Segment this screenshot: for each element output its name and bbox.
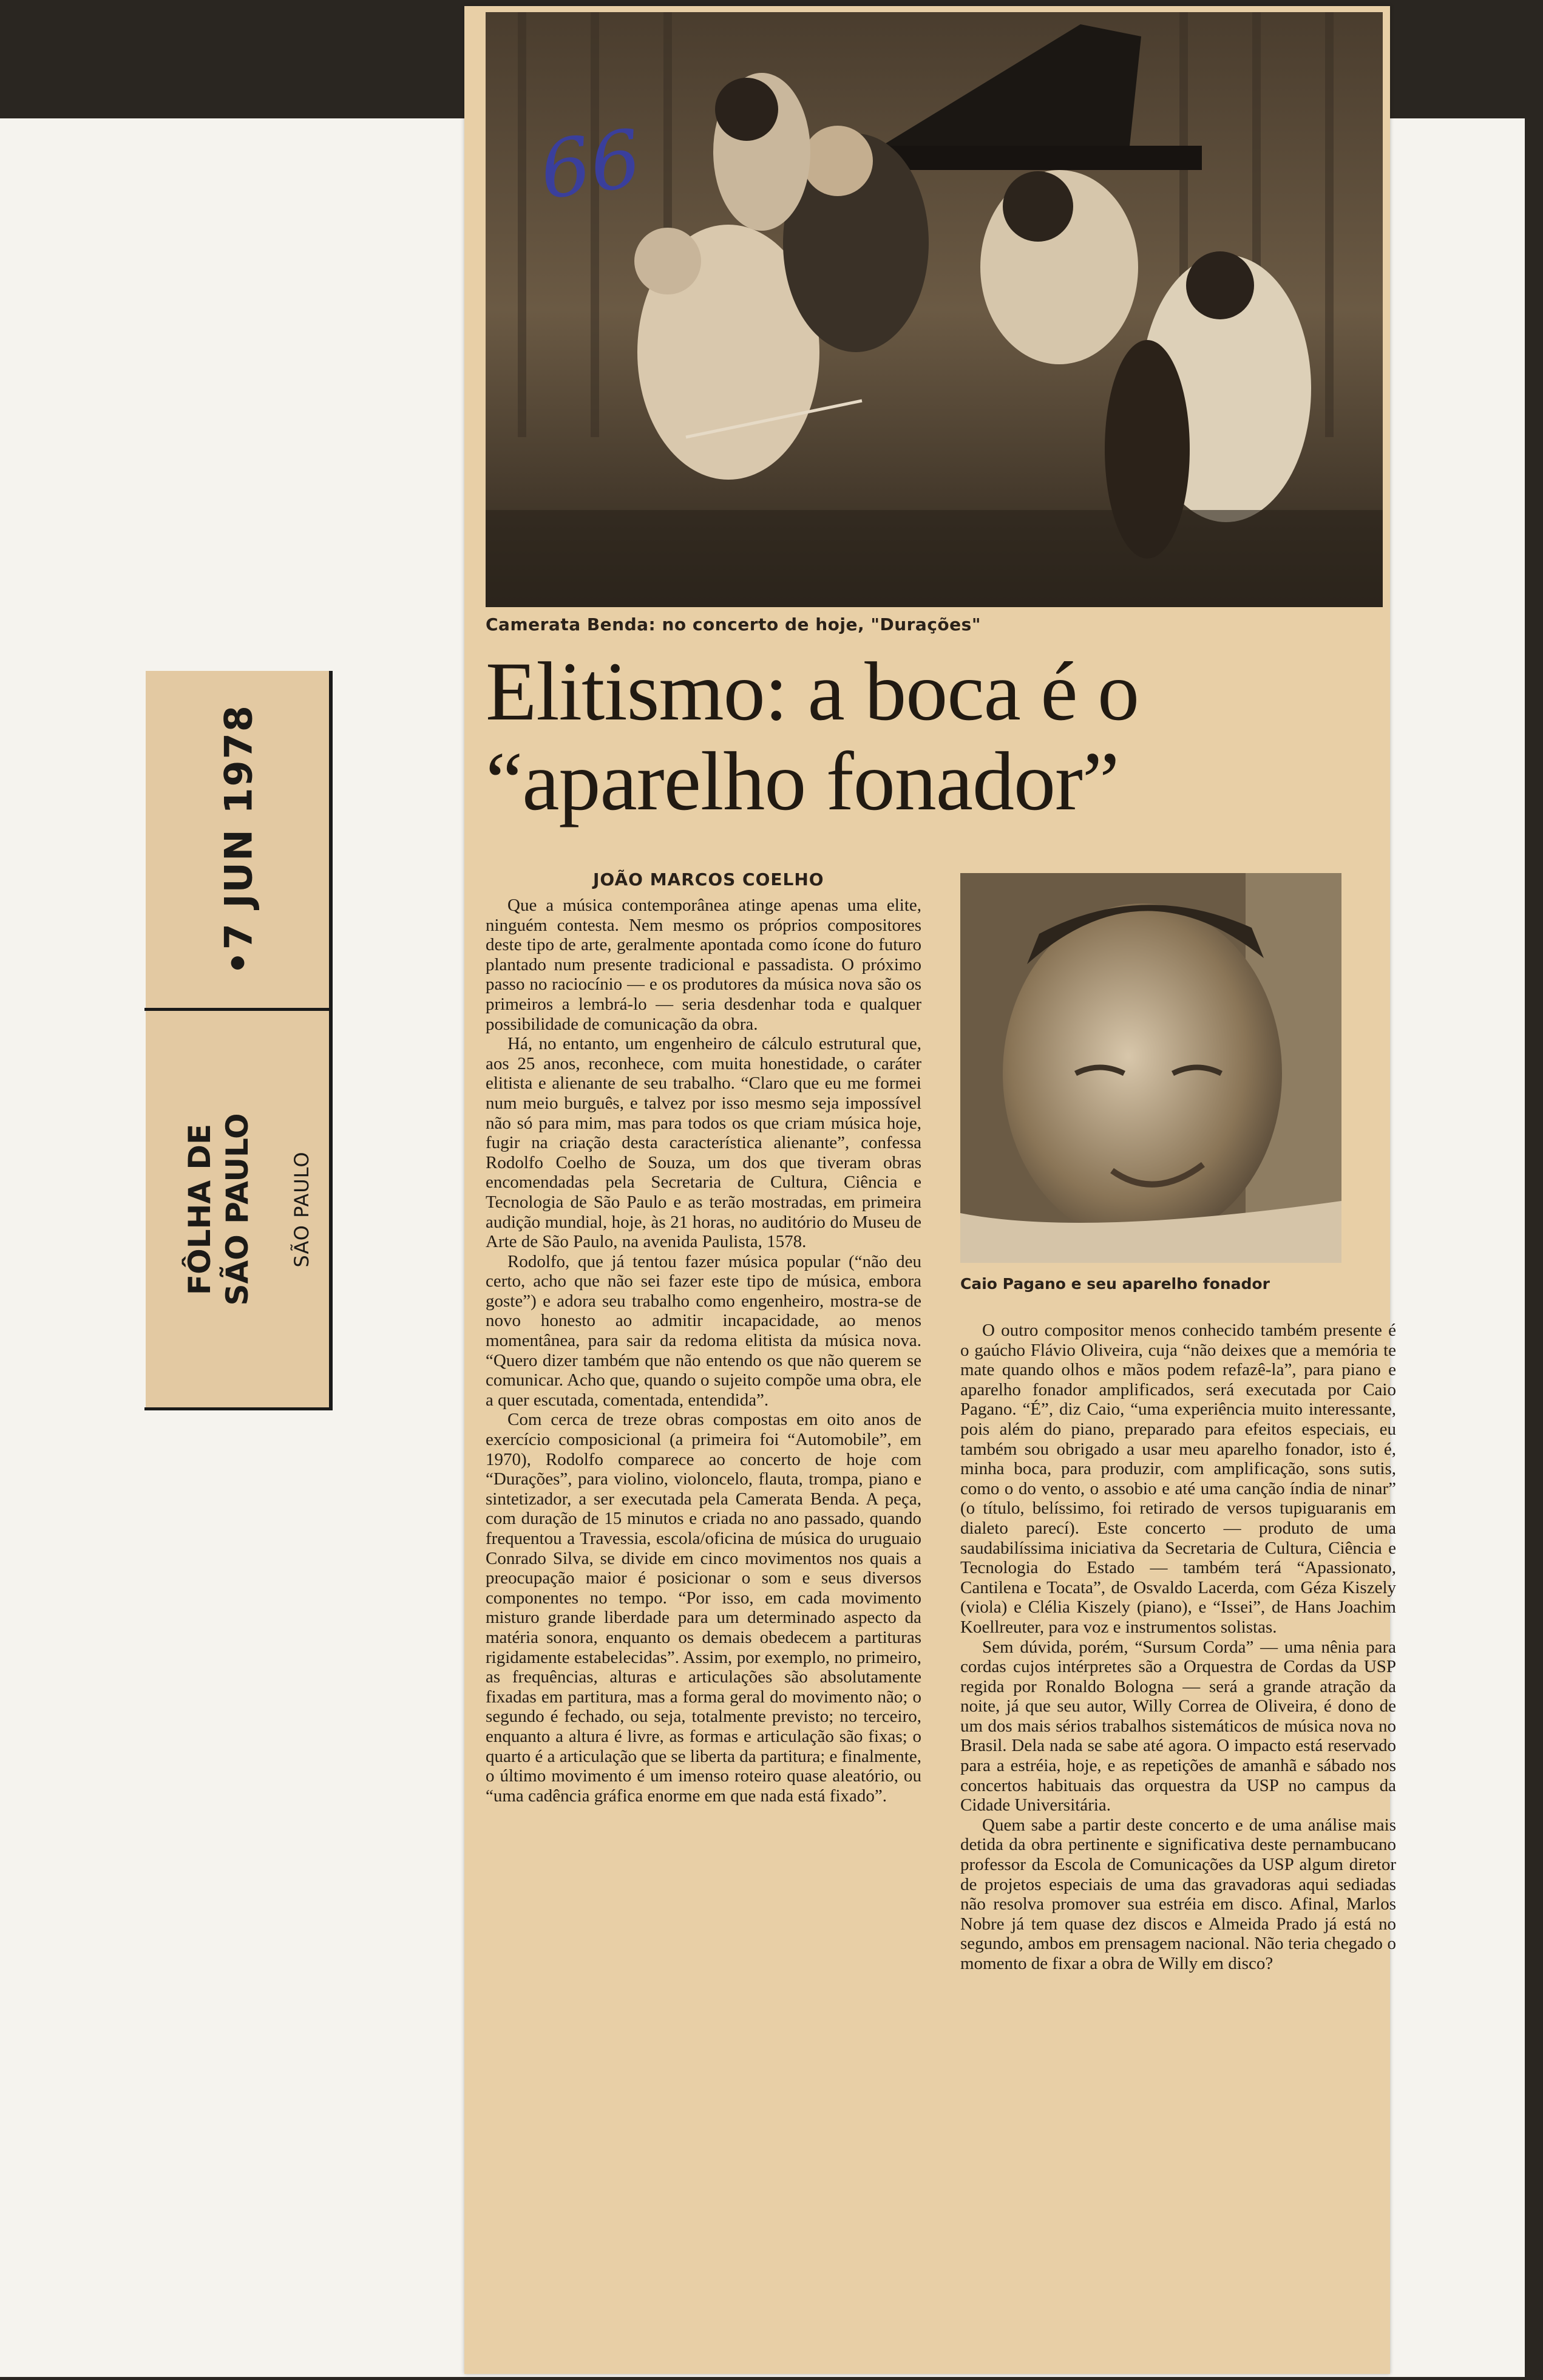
article-paragraph: Com cerca de treze obras compostas em oito anos de exercício composicional (a primeira foi “Automobile”, em 1970), Rodolfo comparece ao concerto de hoje com “Durações”, para violino, violoncelo, flauta, trompa, piano e sintetizador, a ser executada pela Camerata Benda. A peça, com duração de 15 minutos e criada no ano passado, quando frequentou a Travessia, escola/oficina de música do uruguaio Conrado Silva, se divide em cinco movimentos nos quais a preocupação maior é posicionar o som e seus diversos componentes no tempo. “Por isso, em cada movimento misturo grande liberdade para um determinado aspecto da matéria sonora, enquanto os demais obedecem a partituras rigidamente estabelecidas”. Assim, por exemplo, no primeiro, as frequências, alturas e articulações são absolutamente fixadas em partitura, mas a forma geral do movimento não; o segundo é fechado, ou seja, totalmente previsto; no terceiro, enquanto a altura é livre, as formas e articulação são fixas; o quarto é a articulação que se liberta da partitura; e finalmente, o último movimento é um imenso roteiro quase aleatório, ou “uma cadência gráfica enorme em que nada está fixado”. (486, 1410, 921, 1806)
headline-line-1: Elitismo: a boca é o (486, 645, 1139, 738)
article-paragraph: Sem dúvida, porém, “Sursum Corda” — uma nênia para cordas cujos intérpretes são a Orquestra de Cordas da USP regida por Ronaldo Bologna — será a grande atração da noite, já que seu autor, Willy Correa de Oliveira, é dono de um dos mais sérios trabalhos sistemáticos de música nova no Brasil. Dela nada se sabe até agora. O impacto está reservado para a estréia, hoje, e as repetições de amanhã e sábado nos concertos habituais das orquestra da USP no campus da Cidade Universitária. (960, 1637, 1396, 1815)
article-paragraph: Quem sabe a partir deste concerto e de uma análise mais detida da obra pertinente e significativa deste pernambucano professor da Escola de Comunicações da USP algum diretor de projetos especiais de uma das gravadoras aqui sediadas não resolva promover sua estréia em disco. Afinal, Marlos Nobre já tem quase dez discos e Almeida Prado já está no segundo, ambos em prensagem nacional. Não teria chegado o momento de fixar a obra de Willy em disco? (960, 1815, 1396, 1973)
portrait-photo-caption: Caio Pagano e seu aparelho fonador (960, 1275, 1270, 1293)
stamp-city: SÃO PAULO (290, 1151, 313, 1268)
article-paragraph: Há, no entanto, um engenheiro de cálculo estrutural que, aos 25 anos, reconhece, com muita honestidade, o caráter elitista e alienante de seu trabalho. “Claro que eu me formei num meio burguês, e talvez por isso mesmo seja impossível não só para mim, mas para todos os que criam música hoje, fugir na criação desta característica alienante”, confessa Rodolfo Coelho de Souza, um dos que tiveram obras encomendadas pela Secretaria de Cultura, Ciência e Tecnologia de São Paulo e as terão mostradas, em primeira audição mundial, hoje, às 21 horas, no auditório do Museu de Arte de São Paulo, na avenida Paulista, 1578. (486, 1034, 921, 1252)
ensemble-photo-image (486, 12, 1383, 607)
stamp-newspaper-line1: FÔLHA DE (182, 1123, 217, 1296)
article-headline (486, 647, 1384, 826)
stamp-newspaper-name (181, 1113, 256, 1305)
stamp-date: •7 JUN 1978 (216, 704, 261, 975)
headline-line-2: “aparelho fonador” (486, 735, 1119, 828)
handwritten-annotation: 66 (534, 112, 647, 217)
article-right-column (960, 1321, 1396, 1974)
article-paragraph: Que a música contemporânea atinge apenas uma elite, ninguém contesta. Nem mesmo os próprios compositores deste tipo de arte, geralmente apontada como ícone do futuro plantado num presente tradicional e passadista. O próximo passo no raciocínio — e os produtores da música nova são os primeiros a lembrá-lo — seria desdenhar toda e qualquer possibilidade de comunicação da obra. (486, 896, 921, 1034)
portrait-photo-image (960, 873, 1341, 1263)
stamp-divider (144, 1008, 333, 1011)
ensemble-photo-caption: Camerata Benda: no concerto de hoje, "Durações" (486, 614, 981, 634)
portrait-photo (960, 873, 1341, 1263)
stamp-bottom-rule (144, 1407, 333, 1410)
stamp-newspaper-line2: SÃO PAULO (220, 1113, 255, 1306)
article-paragraph: Rodolfo, que já tentou fazer música popular (“não deu certo, acho que não sei fazer este tipo de música, embora goste”) e adora seu trabalho como engenheiro, mostra-se de novo honesto ao admitir incapacidade, ao menos momentânea, para sair da redoma elitista da música nova. “Quero dizer também que não entendo os que não querem se comunicar. Acho que, quando o sujeito compõe uma obra, ele a quer escutada, comentada, entendida”. (486, 1251, 921, 1410)
article-byline: JOÃO MARCOS COELHO (593, 869, 824, 889)
article-paragraph: O outro compositor menos conhecido também presente é o gaúcho Flávio Oliveira, cuja “não deixes que a memória te mate quando olhos e mãos podem refazê-la”, para piano e aparelho fonador amplificados, será executada por Caio Pagano. “É”, diz Caio, “uma experiência muito interessante, pois além do piano, preparado para efeitos especiais, eu também sou obrigado a usar meu aparelho fonador, isto é, minha boca, para produzir, com amplificação, sons sutis, como o do vento, o assobio e até uma canção índia de ninar” (o título, belíssimo, foi retirado de versos tupiguaranis em dialeto parecí). Este concerto — produto de uma saudabilíssima iniciativa da Secretaria de Cultura, Ciência e Tecnologia do Estado — também terá “Apassionato, Cantilena e Tocata”, de Osvaldo Lacerda, com Géza Kiszely (viola) e Clélia Kiszely (piano), e “Issei”, de Hans Joachim Koellreuter, para voz e instrumentos solistas. (960, 1321, 1396, 1637)
ensemble-photo (486, 12, 1383, 607)
article-left-column (486, 896, 921, 1806)
